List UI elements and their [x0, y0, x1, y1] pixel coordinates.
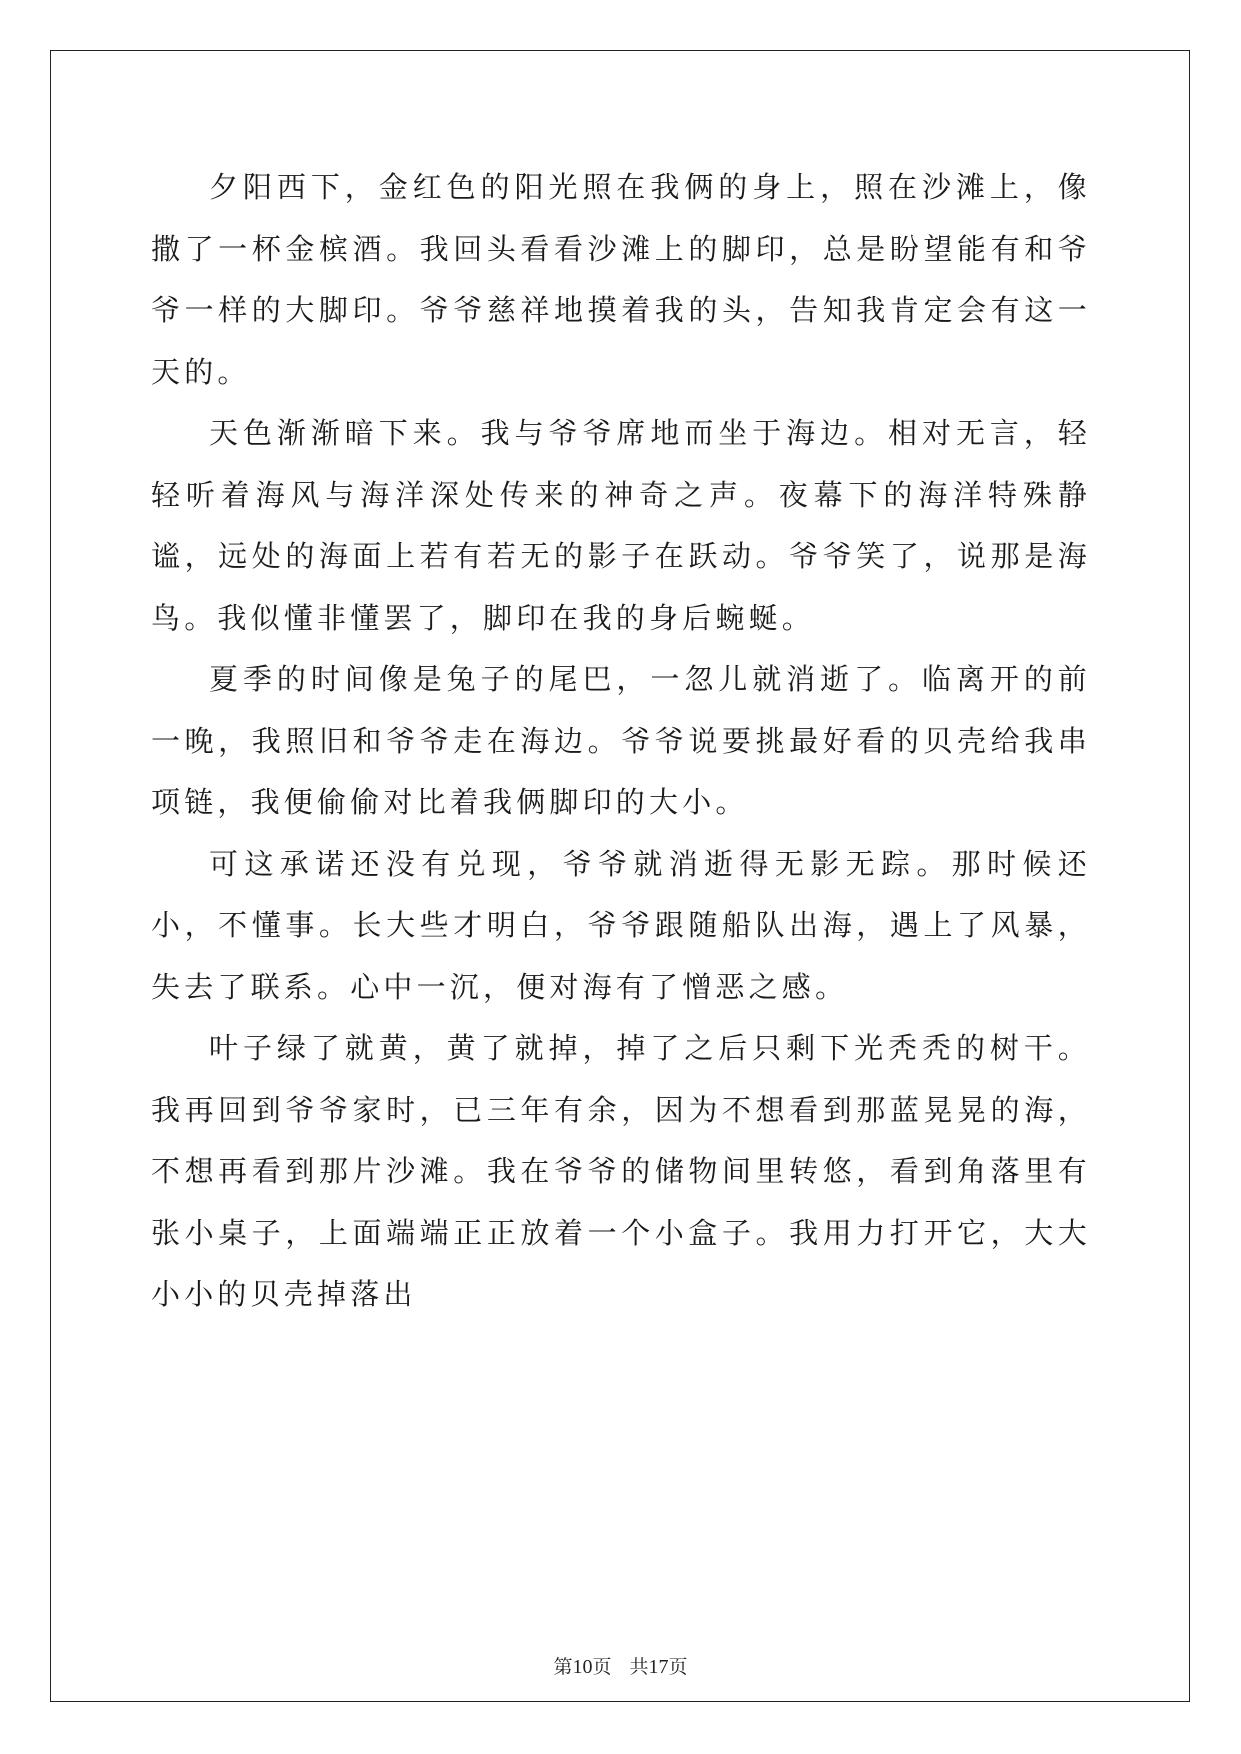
paragraph: 夏季的时间像是兔子的尾巴，一忽儿就消逝了。临离开的前一晚，我照旧和爷爷走在海边。爷爷说要挑最好看的贝壳给我串项链，我便偷偷对比着我俩脚印的大小。 [151, 662, 1091, 819]
page-unit: 页 [592, 1656, 612, 1678]
paragraph: 可这承诺还没有兑现，爷爷就消逝得无影无踪。那时候还小，不懂事。长大些才明白，爷爷跟随船队出海，遇上了风暴，失去了联系。心中一沉，便对海有了憎恶之感。 [151, 846, 1091, 1004]
page-prefix: 第 [553, 1656, 573, 1678]
document-body [151, 157, 1091, 1326]
paragraph: 天色渐渐暗下来。我与爷爷席地而坐于海边。相对无言，轻轻听着海风与海洋深处传来的神奇之声。夜幕下的海洋特殊静谧，远处的海面上若有若无的影子在跃动。爷爷笑了，说那是海鸟。我似懂非懂罢了，脚印在我的身后蜿蜒。 [151, 416, 1091, 635]
paragraph: 夕阳西下，金红色的阳光照在我俩的身上，照在沙滩上，像撒了一杯金槟酒。我回头看看沙滩上的脚印，总是盼望能有和爷爷一样的大脚印。爷爷慈祥地摸着我的头，告知我肯定会有这一天的。 [151, 170, 1091, 389]
page-total: 17 [648, 1656, 669, 1678]
page-footer [0, 1652, 1241, 1679]
page-current: 10 [572, 1656, 593, 1678]
total-prefix: 共 [629, 1656, 649, 1678]
total-unit: 页 [668, 1656, 688, 1678]
paragraph: 叶子绿了就黄，黄了就掉，掉了之后只剩下光秃秃的树干。我再回到爷爷家时，已三年有余，因为不想看到那蓝晃晃的海，不想再看到那片沙滩。我在爷爷的储物间里转悠，看到角落里有张小桌子，上面端端正正放着一个小盒子。我用力打开它，大大小小的贝壳掉落出 [151, 1031, 1091, 1311]
